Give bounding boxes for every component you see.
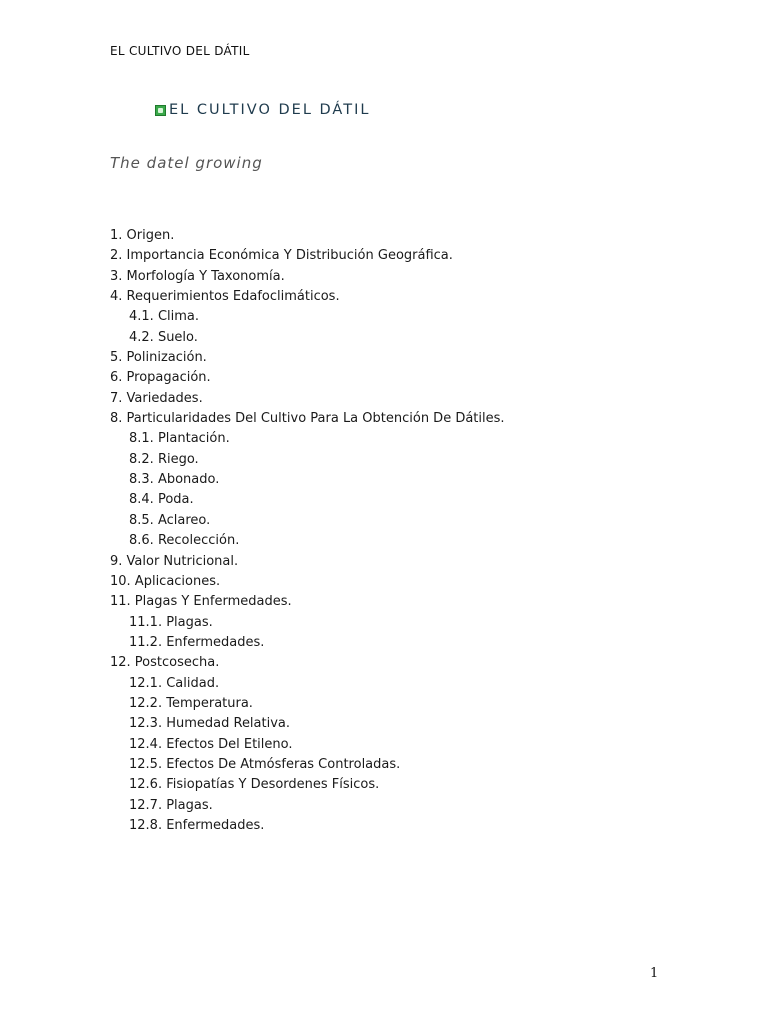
document-subtitle: The datel growing — [110, 154, 263, 172]
green-square-icon — [155, 105, 166, 116]
toc-subitem: 12.4. Efectos Del Etileno. — [129, 736, 293, 752]
toc-item: 2. Importancia Económica Y Distribución Geográfica. — [110, 248, 453, 264]
toc-subitem: 8.2. Riego. — [129, 451, 199, 467]
toc-subitem: 12.6. Fisiopatías Y Desordenes Físicos. — [129, 777, 380, 793]
toc-subitem: 8.3. Abonado. — [129, 472, 220, 488]
toc-item: 10. Aplicaciones. — [110, 573, 221, 589]
toc-item: 6. Propagación. — [110, 370, 211, 386]
toc-subitem: 11.1. Plagas. — [129, 614, 213, 630]
toc-subitem: 12.7. Plagas. — [129, 797, 213, 813]
toc-subitem: 12.2. Temperatura. — [129, 695, 253, 711]
toc-subitem: 4.2. Suelo. — [129, 329, 198, 345]
page-number: 1 — [650, 966, 659, 981]
toc-subitem: 12.3. Humedad Relativa. — [129, 716, 291, 732]
running-header: EL CULTIVO DEL DÁTIL — [110, 44, 250, 58]
toc-subitem: 8.5. Aclareo. — [129, 512, 211, 528]
toc-subitem: 12.8. Enfermedades. — [129, 817, 265, 833]
toc-item: 11. Plagas Y Enfermedades. — [110, 594, 292, 610]
table-of-contents — [110, 226, 505, 836]
toc-item: 5. Polinización. — [110, 350, 207, 366]
toc-item: 1. Origen. — [110, 228, 175, 243]
toc-subitem: 8.6. Recolección. — [129, 533, 240, 549]
toc-subitem: 12.1. Calidad. — [129, 675, 220, 691]
toc-subitem: 8.4. Poda. — [129, 492, 194, 508]
toc-item: 9. Valor Nutricional. — [110, 553, 239, 569]
toc-subitem: 8.1. Plantación. — [129, 431, 230, 447]
document-title-text: EL CULTIVO DEL DÁTIL — [169, 102, 371, 118]
document-title — [155, 102, 370, 118]
toc-subitem: 11.2. Enfermedades. — [129, 634, 265, 650]
toc-item: 12. Postcosecha. — [110, 655, 220, 671]
toc-item: 8. Particularidades Del Cultivo Para La Obtención De Dátiles. — [110, 411, 505, 427]
toc-subitem: 12.5. Efectos De Atmósferas Controladas. — [129, 756, 401, 772]
toc-item: 3. Morfología Y Taxonomía. — [110, 268, 285, 284]
toc-item: 4. Requerimientos Edafoclimáticos. — [110, 289, 340, 305]
toc-subitem: 4.1. Clima. — [129, 309, 200, 325]
toc-item: 7. Variedades. — [110, 390, 203, 406]
